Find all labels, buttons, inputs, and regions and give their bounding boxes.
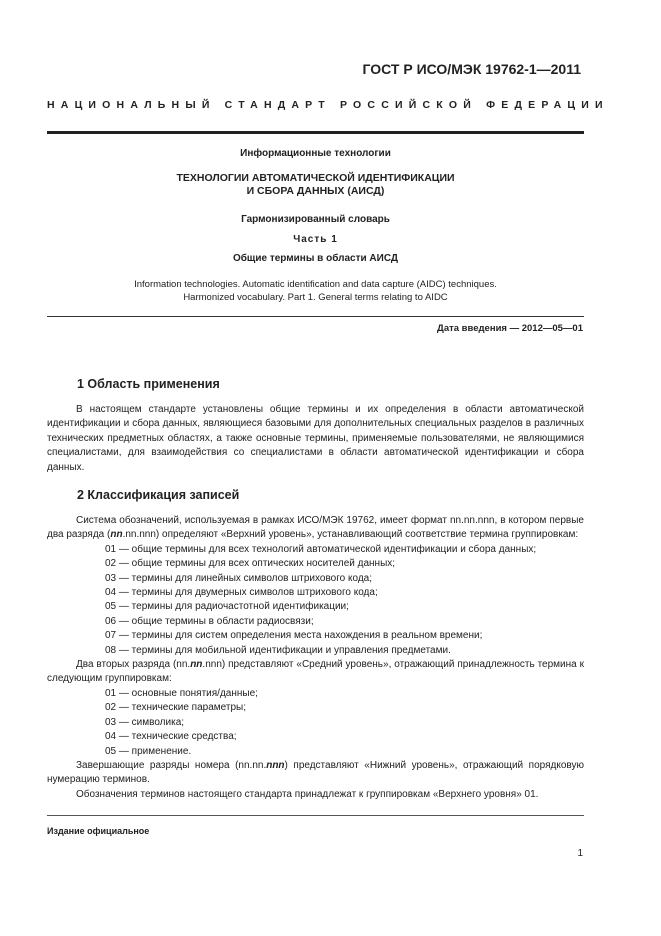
list-item: 03 — символика; bbox=[105, 716, 185, 728]
section-2-paragraph-4: Обозначения терминов настоящего стандарта принадлежат к группировкам «Верхнего уровня» 01. bbox=[76, 788, 539, 800]
part-title: Общие термины в области АИСД bbox=[232, 253, 399, 264]
list-item: 07 — термины для систем определения места нахождения в реальном времени; bbox=[105, 630, 483, 642]
standard-code: ГОСТ Р ИСО/МЭК 19762-1—2011 bbox=[362, 61, 581, 77]
section-2-body bbox=[47, 514, 584, 802]
header-divider bbox=[47, 131, 584, 134]
text-run: Завершающие разряды номера (nn.nn. bbox=[76, 759, 267, 771]
section-1-body bbox=[47, 403, 584, 475]
list-item: 05 — применение. bbox=[105, 745, 192, 757]
emphasis: nn bbox=[190, 659, 203, 671]
mid-level-list bbox=[47, 687, 584, 759]
list-item: 06 — общие термины в области радиосвязи; bbox=[105, 615, 314, 627]
title-domain: Информационные технологии bbox=[240, 148, 391, 159]
document-title bbox=[47, 172, 584, 198]
page-number: 1 bbox=[577, 848, 583, 859]
text-run: .nn.nnn) определяют «Верхний уровень», устанавливающий соответствие термина группировкам: bbox=[122, 529, 579, 541]
part-number: Часть 1 bbox=[293, 234, 338, 245]
list-item: 02 — общие термины для всех оптических носителей данных; bbox=[105, 558, 396, 570]
text-run: .nnn) представляют «Средний уровень», отражающий принадлежность термина к следующим группировкам: bbox=[47, 659, 584, 685]
emphasis: nn bbox=[110, 529, 123, 541]
list-item: 03 — термины для линейных символов штрихового кода; bbox=[105, 572, 372, 584]
list-item: 02 — технические параметры; bbox=[105, 702, 246, 714]
section-1-title: 1 Область применения bbox=[77, 377, 220, 391]
section-2-title: 2 Классификация записей bbox=[77, 488, 240, 502]
section-2-paragraph-1 bbox=[47, 514, 584, 543]
introduction-date: Дата введения — 2012—05—01 bbox=[437, 323, 583, 334]
edition-note: Издание официальное bbox=[47, 826, 150, 836]
english-title-line-1: Information technologies. Automatic identification and data capture (AIDC) techniques. bbox=[134, 279, 497, 290]
emphasis: nnn bbox=[266, 759, 285, 771]
list-item: 08 — термины для мобильной идентификации и управления предметами. bbox=[105, 644, 451, 656]
section-1-paragraph: В настоящем стандарте установлены общие термины и их определения в области автоматической идентификации и сбора данных, являющиеся базовыми для дополнительных специальных разделов в различных технических предметных областях, а также основные термины, применяемые пользователями, не являющимися специалистами, для взаимодействия со специалистами в области автоматической идентификации и сбора данных. bbox=[47, 404, 584, 473]
list-item: 01 — общие термины для всех технологий автоматической идентификации и сбора данных; bbox=[105, 543, 537, 555]
list-item: 04 — технические средства; bbox=[105, 731, 237, 743]
national-standard-heading: НАЦИОНАЛЬНЫЙ СТАНДАРТ РОССИЙСКОЙ ФЕДЕРАЦИИ bbox=[47, 99, 609, 111]
list-item: 05 — термины для радиочастотной идентификации; bbox=[105, 601, 349, 613]
text-run: Система обозначений, используемая в рамках ИСО/МЭК 19762, имеет формат nn.nn.nnn, в котором первые два разряда ( bbox=[47, 515, 584, 541]
section-2-paragraph-3 bbox=[47, 759, 584, 788]
document-title-line-1: ТЕХНОЛОГИИ АВТОМАТИЧЕСКОЙ ИДЕНТИФИКАЦИИ bbox=[176, 172, 455, 184]
text-run: ) представляют «Нижний уровень», отражающий порядковую нумерацию терминов. bbox=[47, 759, 584, 786]
english-title-line-2: Harmonized vocabulary. Part 1. General terms relating to AIDC bbox=[183, 291, 448, 303]
title-divider bbox=[47, 316, 584, 317]
section-2-paragraph-2 bbox=[47, 658, 584, 687]
top-level-list bbox=[47, 543, 584, 658]
list-item: 01 — основные понятия/данные; bbox=[105, 687, 258, 699]
footer-divider bbox=[47, 815, 584, 816]
document-title-line-2: И СБОРА ДАННЫХ (АИСД) bbox=[246, 185, 385, 197]
document-subtitle: Гармонизированный словарь bbox=[241, 214, 390, 225]
list-item: 04 — термины для двумерных символов штрихового кода; bbox=[105, 587, 378, 599]
english-title bbox=[47, 279, 584, 304]
text-run: Два вторых разряда (nn. bbox=[76, 659, 191, 671]
